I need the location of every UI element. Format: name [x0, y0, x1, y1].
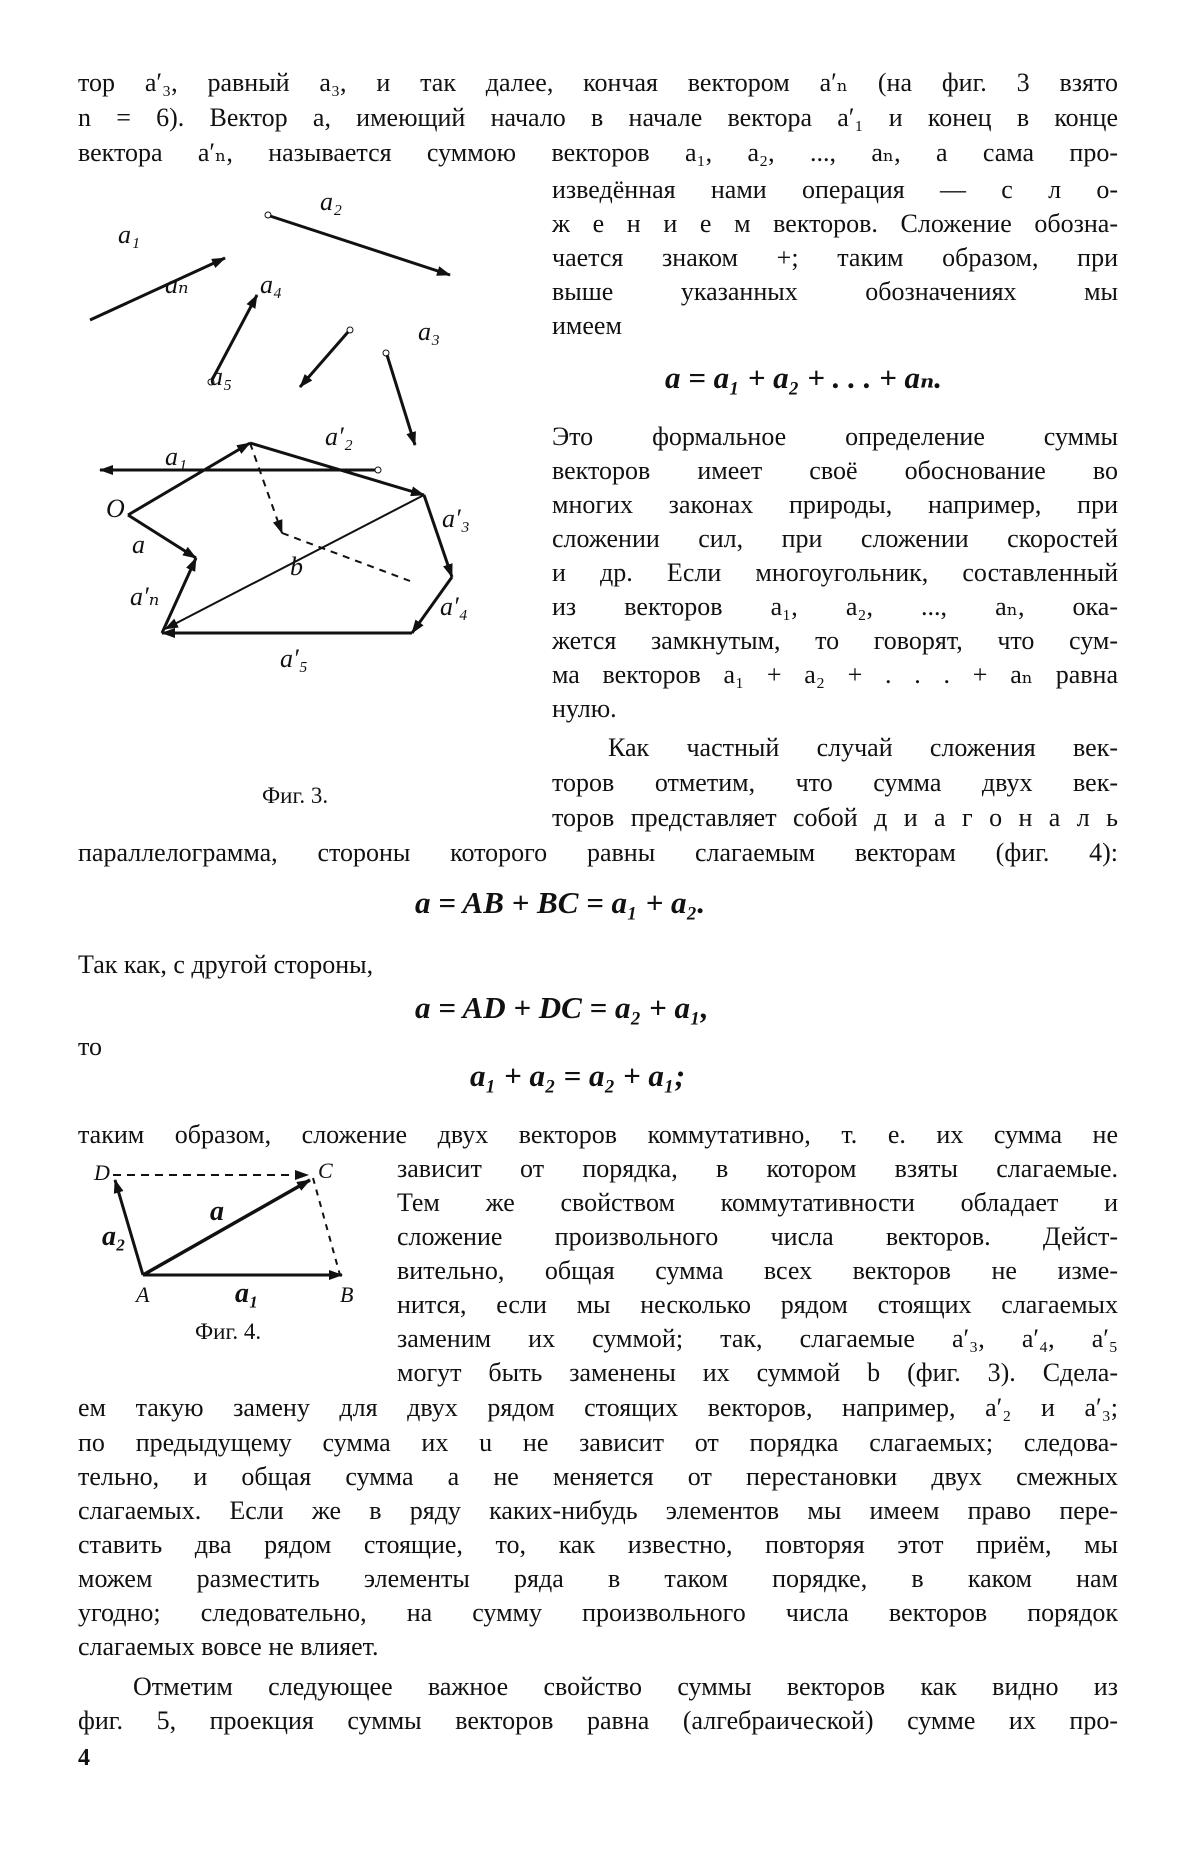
- vector-a4-arrow: [300, 327, 353, 387]
- text-line: ма векторов a₁ + a₂ + . . . + aₙ равна: [552, 660, 1118, 689]
- text-line: вительно, общая сумма всех векторов не изме-: [397, 1256, 1118, 1285]
- label-O: O: [106, 494, 125, 523]
- text-line: из векторов a₁, a₂, ..., aₙ, ока-: [552, 592, 1118, 621]
- text-line: торов представляет собой д и а г о н а л ь: [552, 803, 1118, 832]
- text-line: Как частный случай сложения век-: [608, 733, 1118, 762]
- dashed-helper-lines: [250, 443, 410, 581]
- text-line: вектора a′ₙ, называется суммою векторов a₁, a₂, ..., aₙ, а сама про-: [78, 138, 1118, 167]
- figure-4: [80, 1150, 380, 1320]
- vector-a-diagonal: [143, 1180, 310, 1275]
- text-line: Отметим следующее важное свойство суммы векторов как видно из: [133, 1672, 1118, 1701]
- text-line: можем разместить элементы ряда в таком порядке, в каком нам: [78, 1564, 1118, 1593]
- text-line: слагаемых. Если же в ряду каких-нибудь элементов мы имеем право пере-: [78, 1496, 1118, 1525]
- label-a2-fig4: a₂: [102, 1221, 126, 1252]
- label-a: a: [132, 530, 145, 559]
- text-line: тельно, и общая сумма a не меняется от перестановки двух смежных: [78, 1462, 1118, 1491]
- text-line: угодно; следовательно, на сумму произвольного числа векторов порядок: [78, 1598, 1118, 1627]
- text-line: многих законах природы, например, при: [552, 490, 1118, 519]
- text-line: зависит от порядка, в котором взяты слагаемые.: [397, 1154, 1118, 1183]
- text-line: по предыдущему сумма их u не зависит от порядка слагаемых; следова-: [78, 1428, 1118, 1457]
- text-line: ставить два рядом стоящие, то, как известно, повторяя этот приём, мы: [78, 1530, 1118, 1559]
- text-line: Это формальное определение суммы: [552, 422, 1118, 451]
- text-line: нится, если мы несколько рядом стоящих слагаемых: [397, 1290, 1118, 1319]
- text-line: ж е н и е м векторов. Сложение обозна-: [552, 209, 1118, 238]
- label-a4: a₄: [260, 270, 283, 299]
- text-line: могут быть заменены их суммой b (фиг. 3). Сдела-: [397, 1358, 1118, 1387]
- label-B: B: [340, 1282, 354, 1307]
- formula-ab-bc: a = AB + BC = a₁ + a₂.: [415, 885, 706, 920]
- vector-a1-arrow: [90, 258, 225, 320]
- label-p1: a₁: [165, 442, 188, 471]
- text-line: то: [78, 1032, 103, 1061]
- label-a2: a₂: [320, 187, 343, 216]
- vector-a3-arrow: [383, 350, 415, 445]
- text-line: изведённая нами операция — с л о-: [552, 175, 1118, 204]
- formula-ad-dc: a = AD + DC = a₂ + a₁,: [415, 990, 709, 1025]
- label-p2: a′₂: [325, 422, 353, 451]
- figure-3: [70, 175, 540, 805]
- text-line: выше указанных обозначениях мы: [552, 277, 1118, 306]
- page-number: 4: [78, 1745, 90, 1771]
- label-a1-fig4: a₁: [235, 1278, 259, 1309]
- label-a1: a₁: [118, 220, 141, 249]
- text-line: сложение произвольного числа векторов. Дейст-: [397, 1222, 1118, 1251]
- label-C: C: [318, 1158, 333, 1183]
- text-line: фиг. 5, проекция суммы векторов равна (алгебраической) сумме их про-: [78, 1706, 1118, 1735]
- label-b: b: [290, 552, 303, 581]
- label-p5: a′₅: [280, 644, 308, 673]
- text-line: векторов имеет своё обоснование во: [552, 456, 1118, 485]
- polygon-vector-a1: [128, 443, 250, 515]
- fig4-caption: Фиг. 4.: [195, 1319, 262, 1344]
- text-line: и др. Если многоугольник, составленный: [552, 558, 1118, 587]
- text-line: тор a′₃, равный a₃, и так далее, кончая вектором a′ₙ (на фиг. 3 взято: [78, 68, 1118, 97]
- label-a5: a₅: [210, 362, 233, 391]
- text-line: n = 6). Вектор a, имеющий начало в начале вектора a′₁ и конец в конце: [78, 103, 1118, 132]
- label-A: A: [136, 1282, 150, 1307]
- fig3-caption: Фиг. 3.: [262, 783, 329, 808]
- text-line: ем такую замену для двух рядом стоящих векторов, например, a′₂ и a′₃;: [78, 1393, 1118, 1422]
- text-line: таким образом, сложение двух векторов коммутативно, т. е. их сумма не: [78, 1120, 1118, 1149]
- text-line: сложении сил, при сложении скоростей: [552, 524, 1118, 553]
- text-line: параллелограмма, стороны которого равны слагаемым векторам (фиг. 4):: [78, 838, 1118, 867]
- text-line: торов отметим, что сумма двух век-: [552, 768, 1118, 797]
- text-line: Так как, с другой стороны,: [78, 950, 374, 979]
- label-a-fig4: a: [210, 1196, 224, 1227]
- label-p4: a′₄: [440, 592, 468, 621]
- label-a3: a₃: [418, 317, 441, 346]
- text-line: Тем же свойством коммутативности обладает и: [397, 1188, 1118, 1217]
- label-p3: a′₃: [442, 504, 470, 533]
- label-D: D: [94, 1160, 110, 1185]
- text-line: чается знаком +; таким образом, при: [552, 243, 1118, 272]
- vector-a2-arrow: [265, 212, 450, 275]
- fig4-dashed-sides: [113, 1175, 340, 1275]
- formula-sum: a = a₁ + a₂ + . . . + aₙ.: [665, 360, 942, 395]
- text-line: нулю.: [552, 694, 617, 723]
- label-pn: a′ₙ: [130, 582, 160, 611]
- text-line: имеем: [552, 311, 622, 340]
- formula-commutative: a₁ + a₂ = a₂ + a₁;: [470, 1058, 686, 1093]
- label-an: aₙ: [165, 270, 189, 299]
- text-line: жется замкнутым, то говорят, что сум-: [552, 626, 1118, 655]
- text-line: слагаемых вовсе не влияет.: [78, 1632, 379, 1661]
- text-line: заменим их суммой; так, слагаемые a′₃, a′₄, a′₅: [397, 1324, 1118, 1353]
